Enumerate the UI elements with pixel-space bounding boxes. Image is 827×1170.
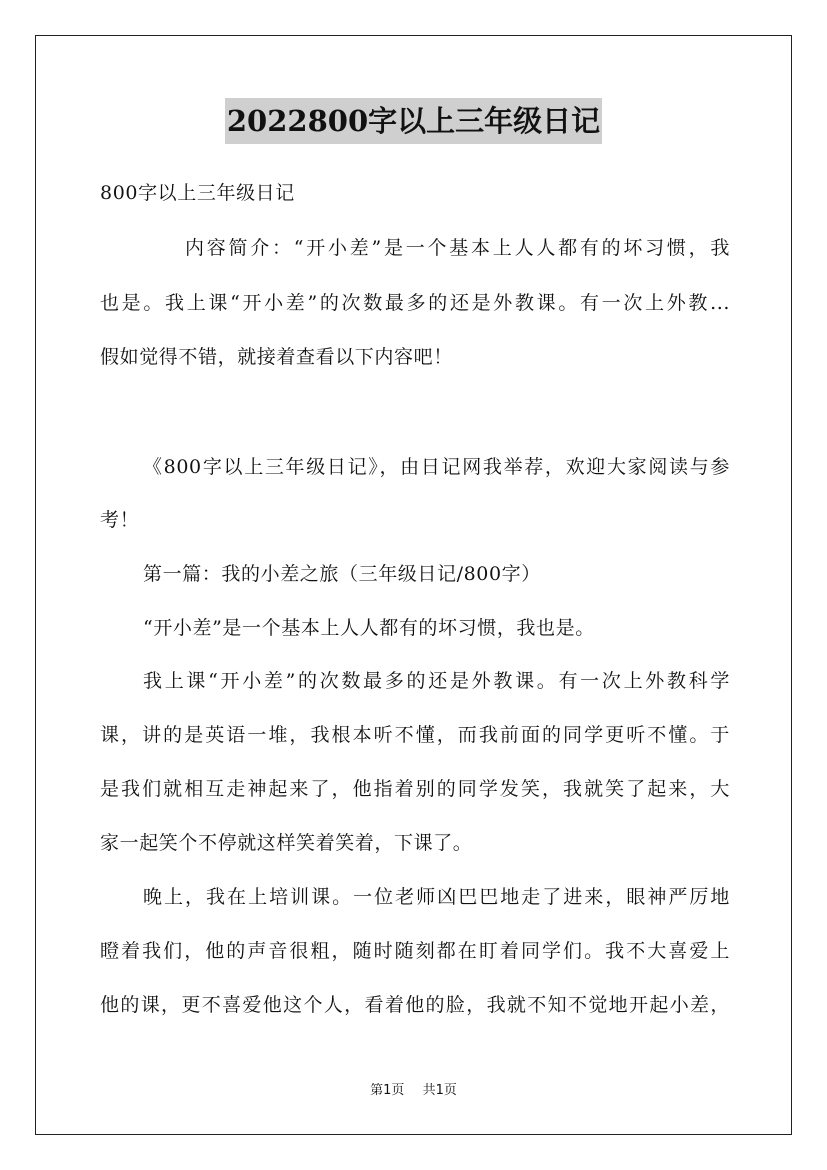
summary-line-2: 也是。我上课“开小差”的次数最多的还是外教课。有一次上外教...	[100, 292, 730, 314]
intro-line-1: 《800字以上三年级日记》，由日记网我举荐，欢迎大家阅读与参	[143, 456, 730, 478]
summary-line-1: 内容简介：“开小差”是一个基本上人人都有的坏习惯，我	[185, 237, 730, 259]
page-number: 第1页	[370, 1083, 405, 1098]
page-footer	[0, 1082, 827, 1100]
intro-line-2: 考！	[100, 509, 140, 531]
document-title: 2022800字以上三年级日记	[225, 98, 602, 144]
title-container	[0, 98, 827, 144]
paragraph-2-line-4: 家一起笑个不停就这样笑着笑着，下课了。	[100, 832, 473, 854]
document-subtitle: 800字以上三年级日记	[100, 182, 295, 204]
paragraph-3-line-3: 他的课，更不喜爱他这个人，看着他的脸，我就不知不觉地开起小差，	[100, 994, 730, 1016]
summary-line-3: 假如觉得不错，就接着查看以下内容吧！	[100, 346, 453, 368]
paragraph-3-line-1: 晚上，我在上培训课。一位老师凶巴巴地走了进来，眼神严厉地	[143, 886, 730, 908]
paragraph-2-line-1: 我上课“开小差”的次数最多的还是外教课。有一次上外教科学	[143, 670, 730, 692]
paragraph-3-line-2: 瞪着我们，他的声音很粗，随时随刻都在盯着同学们。我不大喜爱上	[100, 940, 730, 962]
page-total: 共1页	[422, 1083, 457, 1098]
section-heading: 第一篇：我的小差之旅（三年级日记/800字）	[143, 563, 541, 585]
paragraph-1: “开小差”是一个基本上人人都有的坏习惯，我也是。	[143, 617, 595, 639]
paragraph-2-line-3: 是我们就相互走神起来了，他指着别的同学发笑，我就笑了起来，大	[100, 778, 730, 800]
paragraph-2-line-2: 课，讲的是英语一堆，我根本听不懂，而我前面的同学更听不懂。于	[100, 724, 730, 746]
